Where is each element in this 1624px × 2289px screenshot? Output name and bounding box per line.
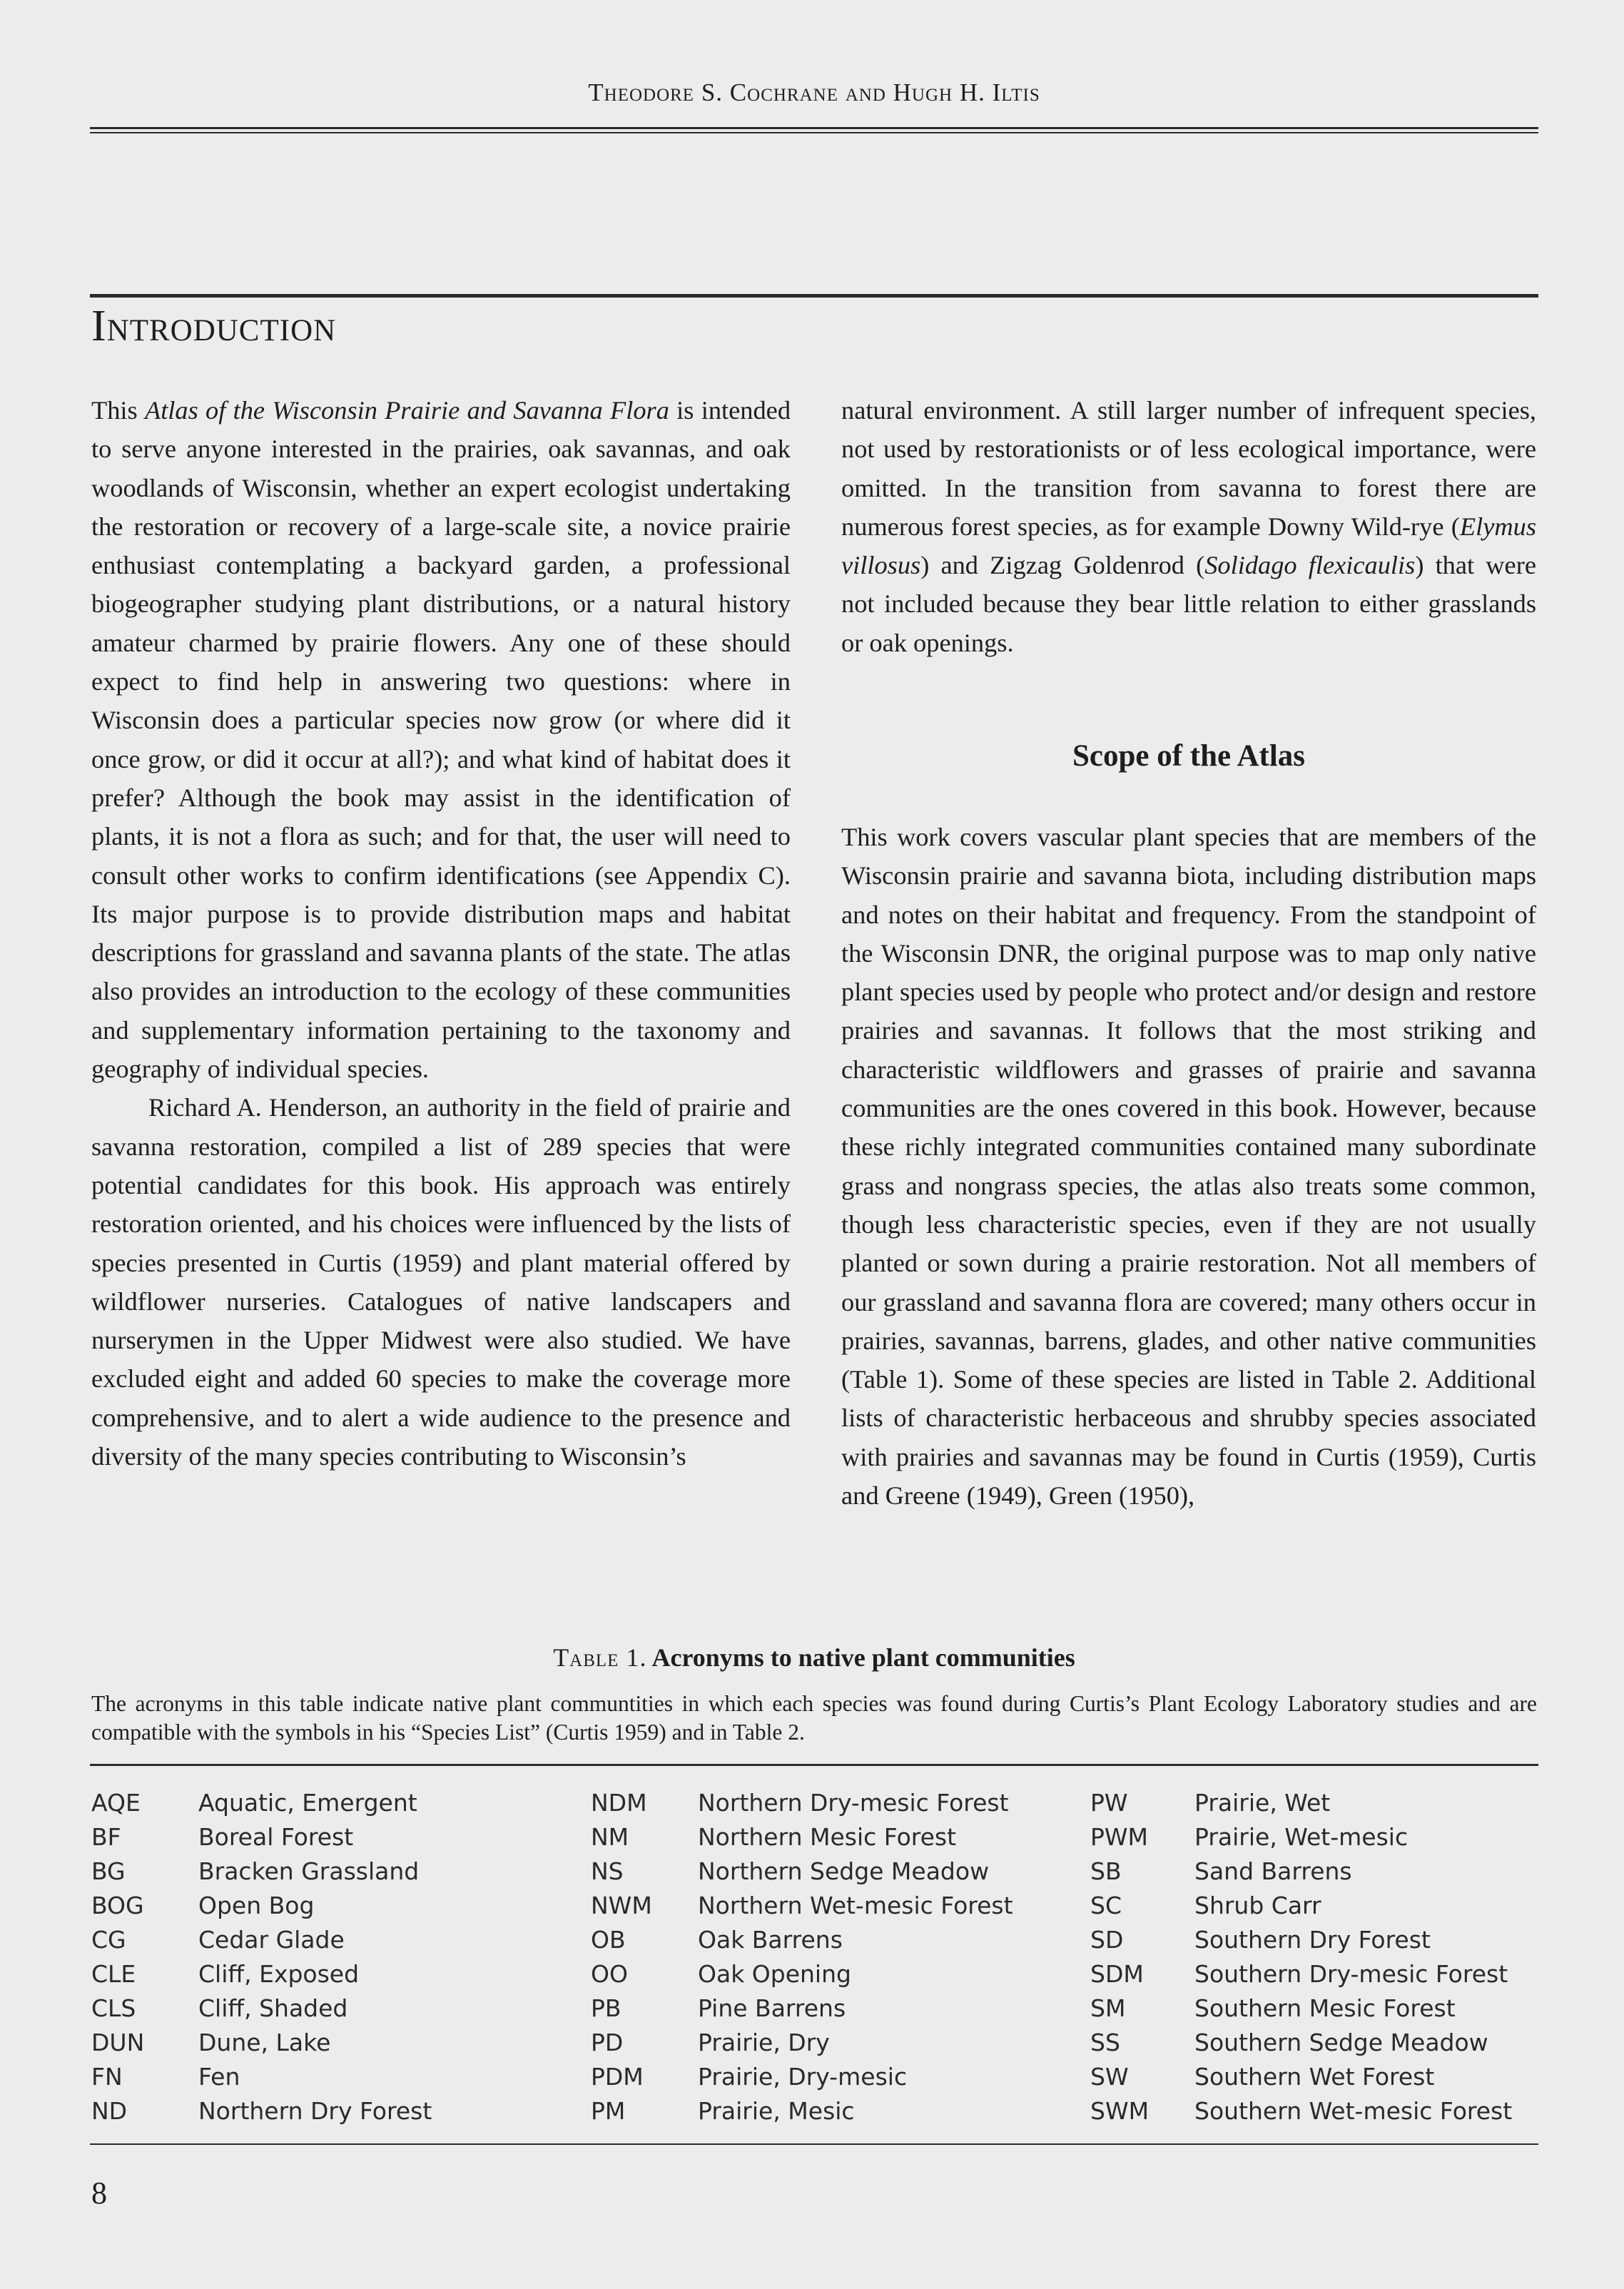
acronym-code: PDM bbox=[591, 2063, 644, 2091]
text-run: Richard A. Henderson, an authority in the field of prairie and savanna restoration, compiled a list of 289 species that were potential candidates for this book. His approach was entirely restoration oriented, and his choices were influenced by the lists of species presented in Curtis (1959) and plant material offered by wildflower nurseries. Catalogues of native landscapers and nurserymen in the Upper Midwest were also studied. We have excluded eight and added 60 species to make the coverage more comprehensive, and to alert a wide audience to the presence and diversity of the many species contributing to Wisconsin’s bbox=[91, 1093, 791, 1471]
acronym-code: ND bbox=[91, 2097, 128, 2125]
acronym-code: CG bbox=[91, 1926, 126, 1954]
page-number: 8 bbox=[91, 2176, 107, 2211]
acronym-code: BF bbox=[91, 1823, 121, 1851]
acronym-code: PM bbox=[591, 2097, 626, 2125]
acronym-code: OB bbox=[591, 1926, 626, 1954]
community-name: Open Bog bbox=[198, 1892, 315, 1919]
community-name: Aquatic, Emergent bbox=[198, 1789, 417, 1817]
community-name: Fen bbox=[198, 2063, 240, 2091]
community-name: Dune, Lake bbox=[198, 2029, 331, 2056]
community-name: Prairie, Dry-mesic bbox=[698, 2063, 908, 2091]
acronym-code: BG bbox=[91, 1857, 126, 1885]
acronym-code: DUN bbox=[91, 2029, 145, 2056]
text-run: is intended to serve anyone interested in the prairies, oak savannas, and oak woodlands of Wisconsin, whether an expert ecologist undertaking the restoration or recovery of a large-scale site, a novice prairie enthusiast contemplating a backyard garden, a professional biogeographer studying plant distributions, or a natural history amateur charmed by prairie flowers. Any one of these should expect to find help in answering two questions: where in Wisconsin does a particular species now grow (or where did it once grow, or did it occur at all?); and what kind of habitat does it prefer? Although the book may assist in the identification of plants, it is not a flora as such; and for that, the user will need to consult other works to confirm identifications (see Appendix C). Its major purpose is to provide distribution maps and habitat descriptions for grassland and savanna plants of the state. The atlas also provides an introduction to the ecology of these communities and supplementary information pertaining to the taxonomy and geography of individual species. bbox=[91, 396, 791, 1084]
header-rule-bottom bbox=[90, 132, 1538, 133]
acronym-code: AQE bbox=[91, 1789, 141, 1817]
community-name: Sand Barrens bbox=[1194, 1857, 1352, 1885]
table-rule-top bbox=[90, 1764, 1538, 1766]
text-run: natural environment. A still larger number of infrequent species, not used by restorationists or of less ecological importance, were omitted. In the transition from savanna to forest there are numerous forest species, as for example Downy Wild-rye ( bbox=[841, 396, 1536, 541]
acronym-code: SM bbox=[1090, 1994, 1126, 2022]
acronym-code: SWM bbox=[1090, 2097, 1150, 2125]
acronym-code: SB bbox=[1090, 1857, 1122, 1885]
community-name: Shrub Carr bbox=[1194, 1892, 1321, 1919]
left-column bbox=[91, 391, 791, 1476]
community-name: Pine Barrens bbox=[698, 1994, 846, 2022]
acronym-code: SC bbox=[1090, 1892, 1122, 1919]
community-name: Northern Sedge Meadow bbox=[698, 1857, 990, 1885]
acronym-code: OO bbox=[591, 1960, 628, 1988]
acronym-code: FN bbox=[91, 2063, 123, 2091]
header-rule-top bbox=[90, 127, 1538, 129]
community-name: Prairie, Wet-mesic bbox=[1194, 1823, 1409, 1851]
paragraph bbox=[91, 391, 791, 1088]
acronym-code: SD bbox=[1090, 1926, 1124, 1954]
table-label: Table 1. bbox=[553, 1643, 647, 1672]
acronym-code: PD bbox=[591, 2029, 624, 2056]
table-title: Acronyms to native plant communities bbox=[651, 1643, 1075, 1672]
section-title: Introduction bbox=[91, 302, 337, 350]
running-head: Theodore S. Cochrane and Hugh H. Iltis bbox=[588, 78, 1040, 106]
paragraph bbox=[841, 818, 1536, 1515]
acronym-code: PB bbox=[591, 1994, 621, 2022]
community-name: Cedar Glade bbox=[198, 1926, 345, 1954]
community-name: Northern Dry-mesic Forest bbox=[698, 1789, 1009, 1817]
acronym-code: CLS bbox=[91, 1994, 136, 2022]
table-note: The acronyms in this table indicate native plant communtities in which each species was found during Curtis’s Plant Ecology Laboratory studies and are compatible with the symbols in his “Species List” (Curtis 1959) and in Table 2. bbox=[91, 1691, 1537, 1745]
acronym-code: BOG bbox=[91, 1892, 144, 1919]
community-name: Boreal Forest bbox=[198, 1823, 354, 1851]
community-name: Southern Dry Forest bbox=[1194, 1926, 1431, 1954]
text-run: This bbox=[91, 396, 145, 425]
table-rule-bottom bbox=[90, 2143, 1538, 2145]
paragraph bbox=[841, 391, 1536, 662]
acronym-code: SS bbox=[1090, 2029, 1120, 2056]
community-name: Southern Mesic Forest bbox=[1194, 1994, 1456, 2022]
acronym-code: SDM bbox=[1090, 1960, 1144, 1988]
community-name: Southern Dry-mesic Forest bbox=[1194, 1960, 1508, 1988]
community-name: Southern Wet Forest bbox=[1194, 2063, 1435, 2091]
community-name: Oak Opening bbox=[698, 1960, 851, 1988]
acronym-code: NDM bbox=[591, 1789, 647, 1817]
acronym-code: NS bbox=[591, 1857, 624, 1885]
community-name: Cliff, Exposed bbox=[198, 1960, 360, 1988]
community-name: Prairie, Dry bbox=[698, 2029, 830, 2056]
italic-text: Solidago flexicaulis bbox=[1204, 551, 1416, 580]
community-name: Prairie, Wet bbox=[1194, 1789, 1331, 1817]
italic-text: Elymus villosus bbox=[841, 512, 1536, 580]
acronym-code: PW bbox=[1090, 1789, 1128, 1817]
community-name: Bracken Grassland bbox=[198, 1857, 420, 1885]
right-column-bottom bbox=[841, 818, 1536, 1515]
table-caption bbox=[91, 1643, 1537, 1673]
acronym-code: CLE bbox=[91, 1960, 136, 1988]
acronym-code: NM bbox=[591, 1823, 629, 1851]
acronym-code: NWM bbox=[591, 1892, 652, 1919]
text-run: This work covers vascular plant species that are members of the Wisconsin prairie and savanna biota, including distribution maps and notes on their habitat and frequency. From the standpoint of the Wisconsin DNR, the original purpose was to map only native plant species used by people who protect and/or design and restore prairies and savannas. It follows that the most striking and characteristic wildflowers and grasses of prairie and savanna communities are the ones covered in this book. However, because these richly integrated communities contained many subordinate grass and nongrass species, the atlas also treats some common, though less characteristic species, even if they are not usually planted or sown during a prairie restoration. Not all members of our grassland and savanna flora are covered; many others occur in prairies, savannas, barrens, glades, and other native communities (Table 1). Some of these species are listed in Table 2. Additional lists of characteristic herbaceous and shrubby species associated with prairies and savannas may be found in Curtis (1959), Curtis and Greene (1949), Green (1950), bbox=[841, 823, 1536, 1511]
community-name: Cliff, Shaded bbox=[198, 1994, 348, 2022]
acronym-code: PWM bbox=[1090, 1823, 1149, 1851]
acronym-code: SW bbox=[1090, 2063, 1129, 2091]
text-run: ) that were not included because they bear little relation to either grasslands or oak openings. bbox=[841, 551, 1536, 657]
community-name: Southern Wet-mesic Forest bbox=[1194, 2097, 1513, 2125]
subsection-heading: Scope of the Atlas bbox=[1072, 739, 1306, 773]
text-run: ) and Zigzag Goldenrod ( bbox=[920, 551, 1205, 580]
community-name: Northern Mesic Forest bbox=[698, 1823, 957, 1851]
right-column-top bbox=[841, 391, 1536, 662]
community-name: Southern Sedge Meadow bbox=[1194, 2029, 1488, 2056]
paragraph bbox=[91, 1088, 791, 1476]
community-name: Prairie, Mesic bbox=[698, 2097, 855, 2125]
italic-text: Atlas of the Wisconsin Prairie and Savanna Flora bbox=[144, 396, 669, 425]
community-name: Northern Wet-mesic Forest bbox=[698, 1892, 1013, 1919]
section-rule bbox=[90, 294, 1538, 298]
community-name: Oak Barrens bbox=[698, 1926, 843, 1954]
community-name: Northern Dry Forest bbox=[198, 2097, 432, 2125]
